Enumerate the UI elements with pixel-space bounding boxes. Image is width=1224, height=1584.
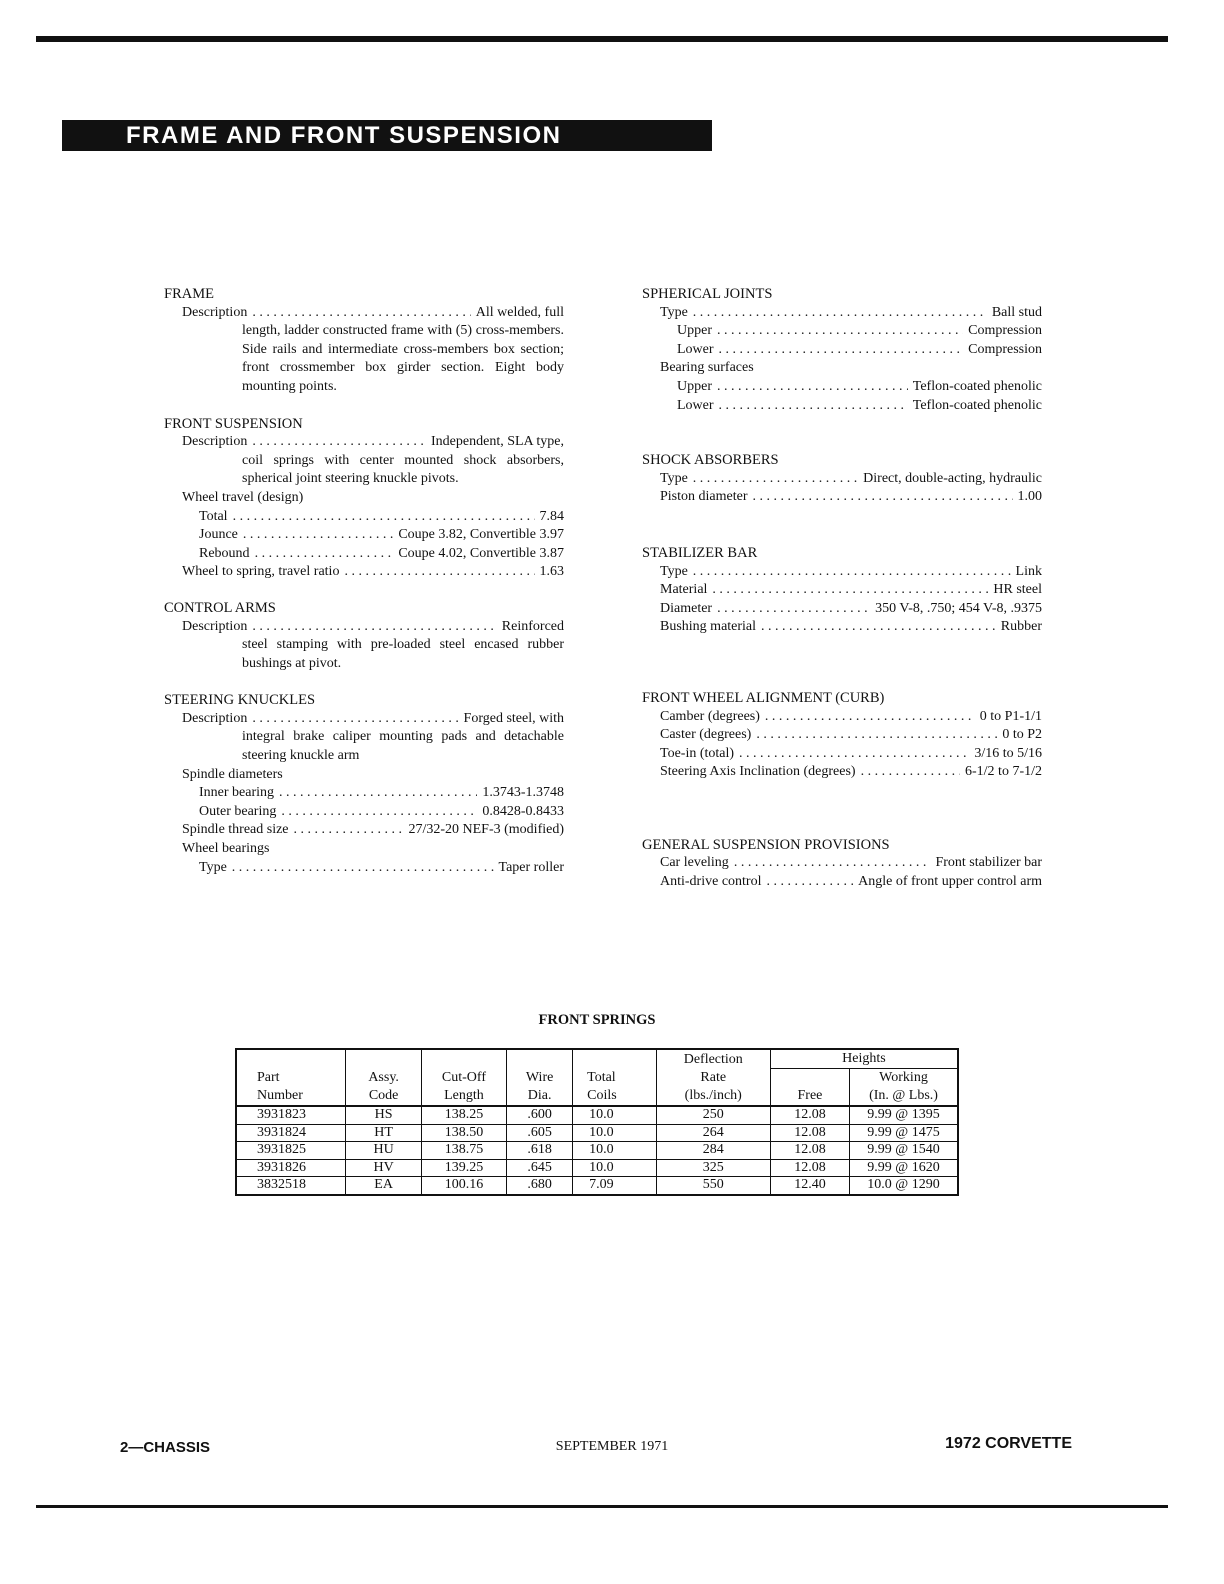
table-cell: 10.0 [573, 1159, 656, 1177]
spec-label: Jounce [199, 527, 238, 543]
spec-section [164, 415, 564, 582]
spec-label: Outer bearing [199, 803, 277, 819]
spec-value: 0 to P1-1/1 [979, 708, 1042, 724]
section-title: STEERING KNUCKLES [164, 692, 316, 709]
table-row [236, 1177, 958, 1195]
spec-row [164, 840, 564, 859]
table-cell: 250 [656, 1106, 770, 1124]
spec-row [164, 618, 564, 637]
right-spec-column [642, 285, 1042, 892]
spec-section [642, 451, 1042, 507]
table-cell: 9.99 @ 1540 [850, 1142, 958, 1160]
spec-value: 27/32-20 NEF-3 (modified) [408, 822, 564, 838]
spec-row [642, 745, 1042, 764]
spec-label: Description [182, 304, 248, 320]
table-cell: HU [346, 1142, 421, 1160]
spec-value: All welded, full [475, 304, 564, 320]
spec-value: 7.84 [539, 508, 564, 524]
spec-section [164, 599, 564, 673]
spec-label: Description [182, 434, 248, 450]
leader-dots [765, 708, 975, 727]
spec-value: Reinforced [501, 618, 564, 634]
spec-value: Compression [968, 323, 1042, 339]
spec-value: 6-1/2 to 7-1/2 [965, 764, 1042, 780]
spec-section [642, 689, 1042, 782]
leader-dots [719, 397, 908, 416]
section-title: FRONT SUSPENSION [164, 415, 303, 432]
spec-value: 3/16 to 5/16 [974, 745, 1042, 761]
leader-dots [252, 618, 496, 637]
spec-row [164, 803, 564, 822]
leader-dots [252, 304, 470, 323]
table-row [236, 1106, 958, 1124]
spec-label: Car leveling [660, 855, 729, 871]
spec-label: Wheel bearings [182, 841, 270, 857]
spec-label: Inner bearing [199, 785, 275, 801]
spec-section [164, 285, 564, 397]
spec-value: Compression [968, 341, 1042, 357]
spec-row [164, 304, 564, 323]
spec-value: Direct, double-acting, hydraulic [863, 470, 1042, 486]
leader-dots [232, 859, 494, 878]
spec-value: Teflon-coated phenolic [912, 378, 1042, 394]
spec-value: 0 to P2 [1002, 727, 1042, 743]
header-total-coils: Total Coils [573, 1049, 656, 1106]
spec-row [164, 508, 564, 527]
table-cell: 139.25 [421, 1159, 506, 1177]
table-cell: 12.08 [770, 1142, 849, 1160]
spec-row [164, 821, 564, 840]
spec-value: Coupe 4.02, Convertible 3.87 [398, 545, 564, 561]
spec-row [642, 581, 1042, 600]
table-cell: EA [346, 1177, 421, 1195]
spec-label: Type [199, 859, 227, 875]
table-cell: 9.99 @ 1475 [850, 1124, 958, 1142]
leader-dots [761, 618, 996, 637]
spec-row [164, 545, 564, 564]
leader-dots [252, 710, 458, 729]
footer-model: 1972 CORVETTE [945, 1435, 1072, 1452]
table-cell: 10.0 [573, 1106, 656, 1124]
table-cell: .618 [507, 1142, 573, 1160]
leader-dots [717, 378, 908, 397]
table-cell: 9.99 @ 1395 [850, 1106, 958, 1124]
spec-label: Upper [677, 323, 712, 339]
leader-dots [233, 508, 535, 527]
leader-dots [693, 470, 858, 489]
spec-row [642, 600, 1042, 619]
table-cell: HV [346, 1159, 421, 1177]
header-heights: Heights [770, 1049, 958, 1069]
table-cell: .600 [507, 1106, 573, 1124]
spec-row [642, 341, 1042, 360]
table-cell: 12.08 [770, 1159, 849, 1177]
table-cell: 264 [656, 1124, 770, 1142]
table-cell: 138.25 [421, 1106, 506, 1124]
spec-value: 0.8428-0.8433 [482, 803, 564, 819]
top-rule [36, 36, 1168, 42]
table-row [236, 1142, 958, 1160]
table-cell: 10.0 [573, 1142, 656, 1160]
spec-label: Bushing material [660, 619, 757, 635]
spec-value: Teflon-coated phenolic [912, 397, 1042, 413]
spec-label: Toe-in (total) [660, 745, 735, 761]
spec-row [642, 618, 1042, 637]
front-springs-table [235, 1048, 959, 1196]
spec-row [642, 763, 1042, 782]
section-title: FRAME [164, 286, 214, 302]
spec-row [642, 378, 1042, 397]
spec-value: 350 V-8, .750; 454 V-8, .9375 [875, 600, 1042, 616]
table-cell: 3931824 [236, 1124, 346, 1142]
spec-label: Piston diameter [660, 489, 748, 505]
section-title: SPHERICAL JOINTS [642, 286, 773, 302]
table-cell: 3931825 [236, 1142, 346, 1160]
table-cell: 138.75 [421, 1142, 506, 1160]
spec-label: Upper [677, 378, 712, 394]
spec-label: Description [182, 710, 248, 726]
header-assy-code: Assy. Code [346, 1049, 421, 1106]
description-text: coil springs with center mounted shock absorbers, spherical joint steering knuckle pivots. [242, 452, 564, 487]
spec-label: Total [199, 508, 228, 524]
section-banner: FRAME AND FRONT SUSPENSION [62, 120, 712, 151]
spec-section [164, 691, 564, 877]
spec-row [642, 470, 1042, 489]
table-cell: .605 [507, 1124, 573, 1142]
front-springs-title: FRONT SPRINGS [538, 1012, 656, 1028]
spec-label: Type [660, 563, 688, 579]
leader-dots [281, 803, 477, 822]
spec-label: Diameter [660, 600, 713, 616]
leader-dots [294, 821, 404, 840]
spec-label: Rebound [199, 545, 250, 561]
spec-row [164, 526, 564, 545]
spec-row [642, 322, 1042, 341]
leader-dots [243, 526, 393, 545]
spec-label: Bearing surfaces [660, 360, 754, 376]
spec-section [642, 544, 1042, 637]
description-text: steel stamping with pre-loaded steel encased rubber bushings at pivot. [242, 637, 564, 671]
leader-dots [693, 563, 1011, 582]
leader-dots [693, 304, 987, 323]
spec-value: Independent, SLA type, [431, 434, 564, 450]
header-working: Working (In. @ Lbs.) [850, 1069, 958, 1107]
spec-value: Forged steel, with [463, 710, 564, 726]
table-cell: HT [346, 1124, 421, 1142]
spec-value: Taper roller [498, 859, 564, 875]
spec-label: Spindle thread size [182, 822, 289, 838]
leader-dots [279, 784, 477, 803]
spec-row [642, 397, 1042, 416]
spec-value: Rubber [1000, 619, 1042, 635]
description-text: length, ladder constructed frame with (5) cross-members. Side rails and intermediate cross-members box section; front crossmember box girder section. Eight body mounting points. [242, 323, 564, 394]
table-cell: 10.0 @ 1290 [850, 1177, 958, 1195]
table-cell: 10.0 [573, 1124, 656, 1142]
table-cell: 284 [656, 1142, 770, 1160]
spec-row [642, 854, 1042, 873]
spec-row [164, 710, 564, 729]
leader-dots [712, 581, 988, 600]
table-cell: 100.16 [421, 1177, 506, 1195]
spec-row [164, 433, 564, 452]
spec-row [642, 873, 1042, 892]
header-free: Free [770, 1069, 849, 1107]
table-cell: HS [346, 1106, 421, 1124]
spec-label: Anti-drive control [660, 874, 762, 890]
spec-value: Coupe 3.82, Convertible 3.97 [398, 527, 564, 543]
spec-label: Camber (degrees) [660, 708, 760, 724]
spec-row [642, 359, 1042, 378]
description-text: integral brake caliper mounting pads and detachable steering knuckle arm [242, 729, 564, 764]
leader-dots [717, 322, 963, 341]
table-cell: 550 [656, 1177, 770, 1195]
table-cell: 7.09 [573, 1177, 656, 1195]
spec-label: Wheel travel (design) [182, 489, 304, 505]
leader-dots [344, 563, 534, 582]
table-row [236, 1159, 958, 1177]
spec-value: Link [1015, 563, 1042, 579]
table-cell: .645 [507, 1159, 573, 1177]
spec-value: 1.63 [539, 564, 564, 580]
table-cell: 3832518 [236, 1177, 346, 1195]
table-cell: .680 [507, 1177, 573, 1195]
spec-row [164, 859, 564, 878]
leader-dots [756, 726, 997, 745]
leader-dots [719, 341, 964, 360]
spec-value: Ball stud [991, 304, 1042, 320]
section-title: FRONT WHEEL ALIGNMENT (CURB) [642, 689, 885, 706]
spec-label: Type [660, 470, 688, 486]
leader-dots [255, 545, 394, 564]
spec-label: Caster (degrees) [660, 727, 752, 743]
table-cell: 3931826 [236, 1159, 346, 1177]
section-title: STABILIZER BAR [642, 544, 758, 561]
spec-label: Type [660, 304, 688, 320]
header-deflection-rate: Deflection Rate (lbs./inch) [656, 1049, 770, 1106]
spec-row [164, 766, 564, 785]
spec-label: Wheel to spring, travel ratio [182, 564, 340, 580]
leader-dots [739, 745, 969, 764]
spec-row [642, 708, 1042, 727]
spec-row [642, 726, 1042, 745]
left-spec-column [164, 285, 564, 877]
header-wire-dia: Wire Dia. [507, 1049, 573, 1106]
table-row [236, 1124, 958, 1142]
spec-row [164, 489, 564, 508]
footer-date: SEPTEMBER 1971 [555, 1439, 669, 1454]
section-title: SHOCK ABSORBERS [642, 452, 779, 469]
table-cell: 3931823 [236, 1106, 346, 1124]
table-cell: 325 [656, 1159, 770, 1177]
spec-row [642, 563, 1042, 582]
spec-label: Steering Axis Inclination (degrees) [660, 764, 856, 780]
leader-dots [717, 600, 870, 619]
leader-dots [861, 763, 960, 782]
spec-value: HR steel [993, 582, 1042, 598]
table-cell: 12.08 [770, 1124, 849, 1142]
spec-section [642, 836, 1042, 892]
spec-row [642, 304, 1042, 323]
header-part-number: Part Number [236, 1049, 346, 1106]
footer-section: 2—CHASSIS [120, 1439, 211, 1456]
spec-label: Material [660, 582, 708, 598]
bottom-rule [36, 1505, 1168, 1508]
leader-dots [753, 488, 1013, 507]
spec-value: 1.00 [1017, 489, 1042, 505]
table-cell: 12.40 [770, 1177, 849, 1195]
spec-row [642, 488, 1042, 507]
leader-dots [766, 873, 853, 892]
spec-value: Front stabilizer bar [935, 855, 1042, 871]
table-cell: 9.99 @ 1620 [850, 1159, 958, 1177]
leader-dots [734, 854, 931, 873]
table-cell: 12.08 [770, 1106, 849, 1124]
header-cutoff-length: Cut-Off Length [421, 1049, 506, 1106]
spec-value: 1.3743-1.3748 [482, 785, 564, 801]
spec-section [642, 285, 1042, 415]
spec-label: Description [182, 618, 248, 634]
section-title: GENERAL SUSPENSION PROVISIONS [642, 836, 890, 853]
spec-value: Angle of front upper control arm [858, 874, 1042, 890]
spec-label: Lower [677, 341, 714, 357]
spec-label: Spindle diameters [182, 766, 283, 782]
spec-label: Lower [677, 397, 714, 413]
spec-row [164, 784, 564, 803]
table-cell: 138.50 [421, 1124, 506, 1142]
spec-row [164, 563, 564, 582]
leader-dots [252, 433, 426, 452]
section-title: CONTROL ARMS [164, 599, 276, 616]
